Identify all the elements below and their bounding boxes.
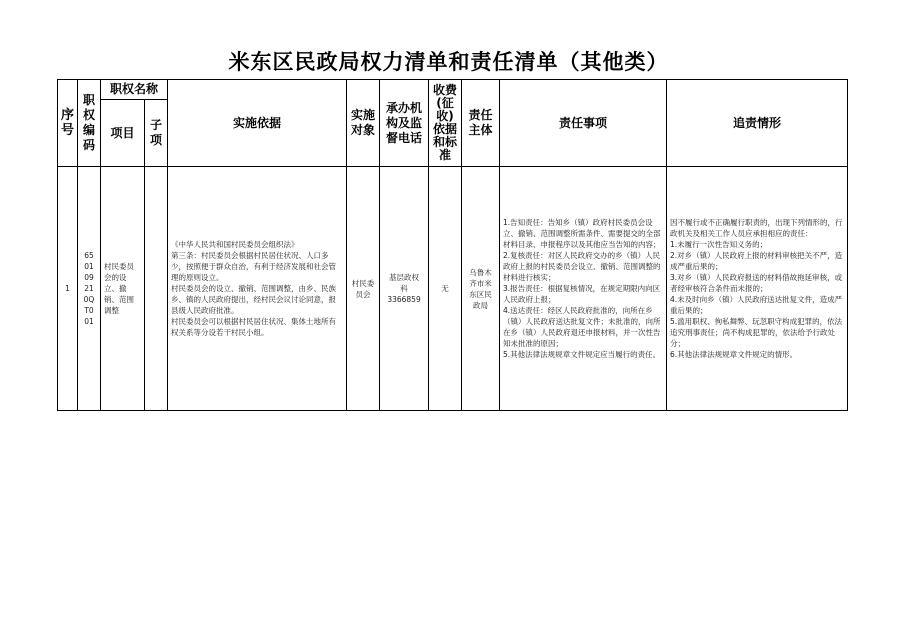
cell-code: 650109210QT001: [83, 251, 95, 326]
cell-target: 村民委 员会: [347, 167, 380, 411]
header-basis: 实施依据: [168, 80, 347, 167]
header-item: 项目: [101, 100, 145, 167]
header-code: 职 权 编 码: [78, 80, 101, 167]
header-account: 追责情形: [667, 80, 848, 167]
cell-seq: 1: [58, 167, 78, 411]
cell-org: 基层政权 科 3366859: [380, 167, 429, 411]
cell-subject: 乌鲁木 齐市米 东区民 政局: [462, 167, 500, 411]
cell-basis: 《中华人民共和国村民委员会组织法》 第三条：村民委员会根据村民居住状况、人口多少，按照便于群众自治，有利于经济发展和社会管理的原则设立。 村民委员会的设立、撤销、范围调整，由乡、民族乡、镇的人民政府提出，经村民会议讨论同意，报县级人民政府批准。 村民委员会可以根据村民居住状况、集体土地所有权关系等分设若干村民小组。: [168, 167, 347, 411]
cell-subitem: [145, 167, 168, 411]
header-subject: 责任 主体: [462, 80, 500, 167]
header-target: 实施 对象: [347, 80, 380, 167]
header-subitem: 子 项: [145, 100, 168, 167]
header-org: 承办机 构及监 督电话: [380, 80, 429, 167]
cell-item: 村民委员会的设立、撤销、范围调整: [101, 167, 145, 411]
cell-account: 因不履行或不正确履行职责的，出现下列情形的，行政机关及相关工作人员应承担相应的责任： 1.未履行一次性告知义务的； 2.对乡（镇）人民政府上报的材料审核把关不严，造成严重后果的； 3.对乡（镇）人民政府报送的材料借故拖延审核，或者经审核符合条件而未报的； 4.未及时向乡（镇）人民政府送达批复文件，造成严重后果的； 5.滥用职权、徇私舞弊、玩忽职守构成犯罪的，依法追究刑事责任；尚不构成犯罪的，依法给予行政处分； 6.其他法律法规规章文件规定的情形。: [667, 167, 848, 411]
page-title: 米东区民政局权力清单和责任清单（其他类）: [228, 50, 669, 74]
cell-fee: 无: [429, 167, 462, 411]
header-duty: 责任事项: [500, 80, 667, 167]
header-seq: 序 号: [58, 80, 78, 167]
cell-duty: 1.告知责任：告知乡（镇）政府村民委员会设立、撤销、范围调整所需条件、需要提交的全部材料目录、申报程序以及其他应当告知的内容； 2.复核责任：对区人民政府交办的乡（镇）人民政府上报的村民委员会设立、撤销、范围调整的材料进行核实； 3.报告责任：根据复核情况，在规定期限内向区人民政府上报； 4.送达责任：经区人民政府批准的，向所在乡（镇）人民政府送达批复文件；未批准的，向所在乡（镇）人民政府退还申报材料，并一次性告知未批准的原因； 5.其他法律法规规章文件规定应当履行的责任。: [500, 167, 667, 411]
power-list-table: [57, 79, 848, 411]
header-fee: 收费 (征 收) 依据 和标 准: [429, 80, 462, 167]
header-name-group: 职权名称: [101, 80, 168, 100]
